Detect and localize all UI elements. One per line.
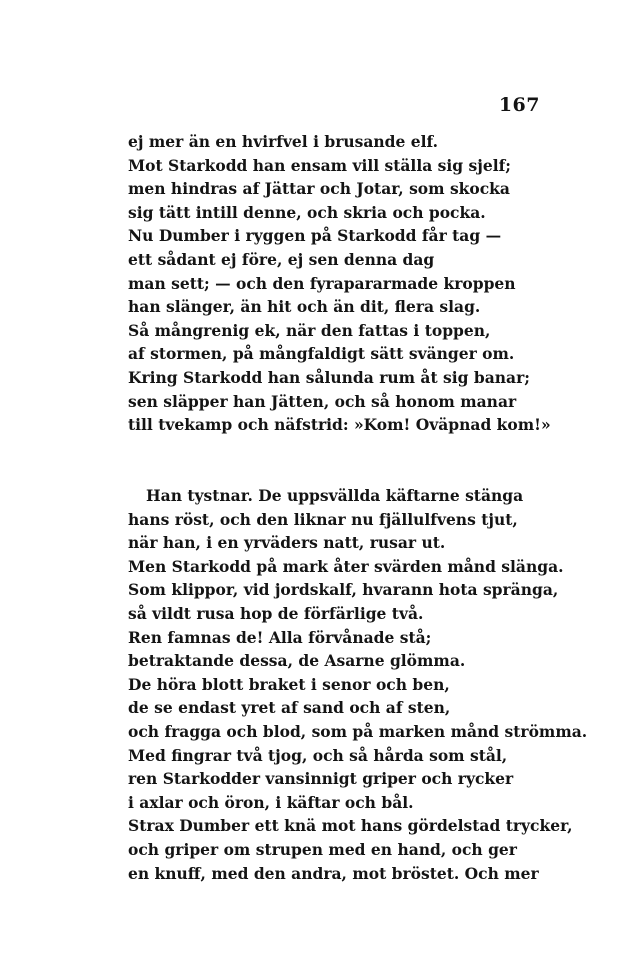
verse-line: och fragga och blod, som på marken månd strömma. [128, 721, 588, 741]
verse-line: Så mångrenig ek, när den fattas i toppen, [128, 320, 491, 340]
page-number: 167 [498, 94, 540, 116]
verse-line: man sett; — och den fyrapararmade kroppen [128, 273, 516, 293]
verse-line: Kring Starkodd han sålunda rum åt sig banar; [128, 367, 530, 387]
verse-line: ett sådant ej före, ej sen denna dag [128, 249, 435, 269]
verse-line: Han tystnar. De uppsvällda käftarne stänga [146, 486, 524, 505]
verse-line: Men Starkodd på mark åter svärden månd slänga. [128, 556, 564, 576]
verse-line: Mot Starkodd han ensam vill ställa sig sjelf; [128, 155, 511, 175]
verse-line: till tvekamp och näfstrid: »Kom! Oväpnad kom!» [128, 415, 551, 435]
verse-line: de se endast yret af sand och af sten, [128, 698, 451, 718]
verse-line: af stormen, på mångfaldigt sätt svänger om. [128, 344, 515, 364]
verse-line: hans röst, och den liknar nu fjällulfvens tjut, [128, 509, 518, 529]
verse-line: en knuff, med den andra, mot bröstet. Och mer [128, 863, 539, 883]
stanza-2 [128, 484, 587, 885]
verse-line: men hindras af Jättar och Jotar, som skocka [128, 179, 510, 199]
verse-line: sig tätt intill denne, och skria och pocka. [128, 202, 486, 222]
verse-line: ej mer än en hvirfvel i brusande elf. [128, 132, 439, 151]
verse-line: De höra blott braket i senor och ben, [128, 674, 450, 694]
verse-line: Strax Dumber ett knä mot hans gördelstad trycker, [128, 816, 573, 836]
verse-line: ren Starkodder vansinnigt griper och rycker [128, 769, 514, 789]
verse-line: så vildt rusa hop de förfärlige två. [128, 603, 424, 623]
verse-line: i axlar och öron, i käftar och bål. [128, 792, 414, 812]
verse-line: och griper om strupen med en hand, och ger [128, 839, 517, 859]
verse-line: Ren famnas de! Alla förvånade stå; [128, 627, 432, 647]
stanza-1 [128, 130, 551, 437]
verse-line: Nu Dumber i ryggen på Starkodd får tag — [128, 226, 502, 246]
verse-line: Med fingrar två tjog, och så hårda som stål, [128, 745, 508, 765]
verse-line: Som klippor, vid jordskalf, hvarann hota spränga, [128, 580, 559, 600]
verse-line: han slänger, än hit och än dit, flera slag. [128, 297, 481, 317]
verse-line: sen släpper han Jätten, och så honom manar [128, 391, 517, 411]
verse-line: när han, i en yrväders natt, rusar ut. [128, 533, 446, 553]
verse-line: betraktande dessa, de Asarne glömma. [128, 651, 466, 671]
